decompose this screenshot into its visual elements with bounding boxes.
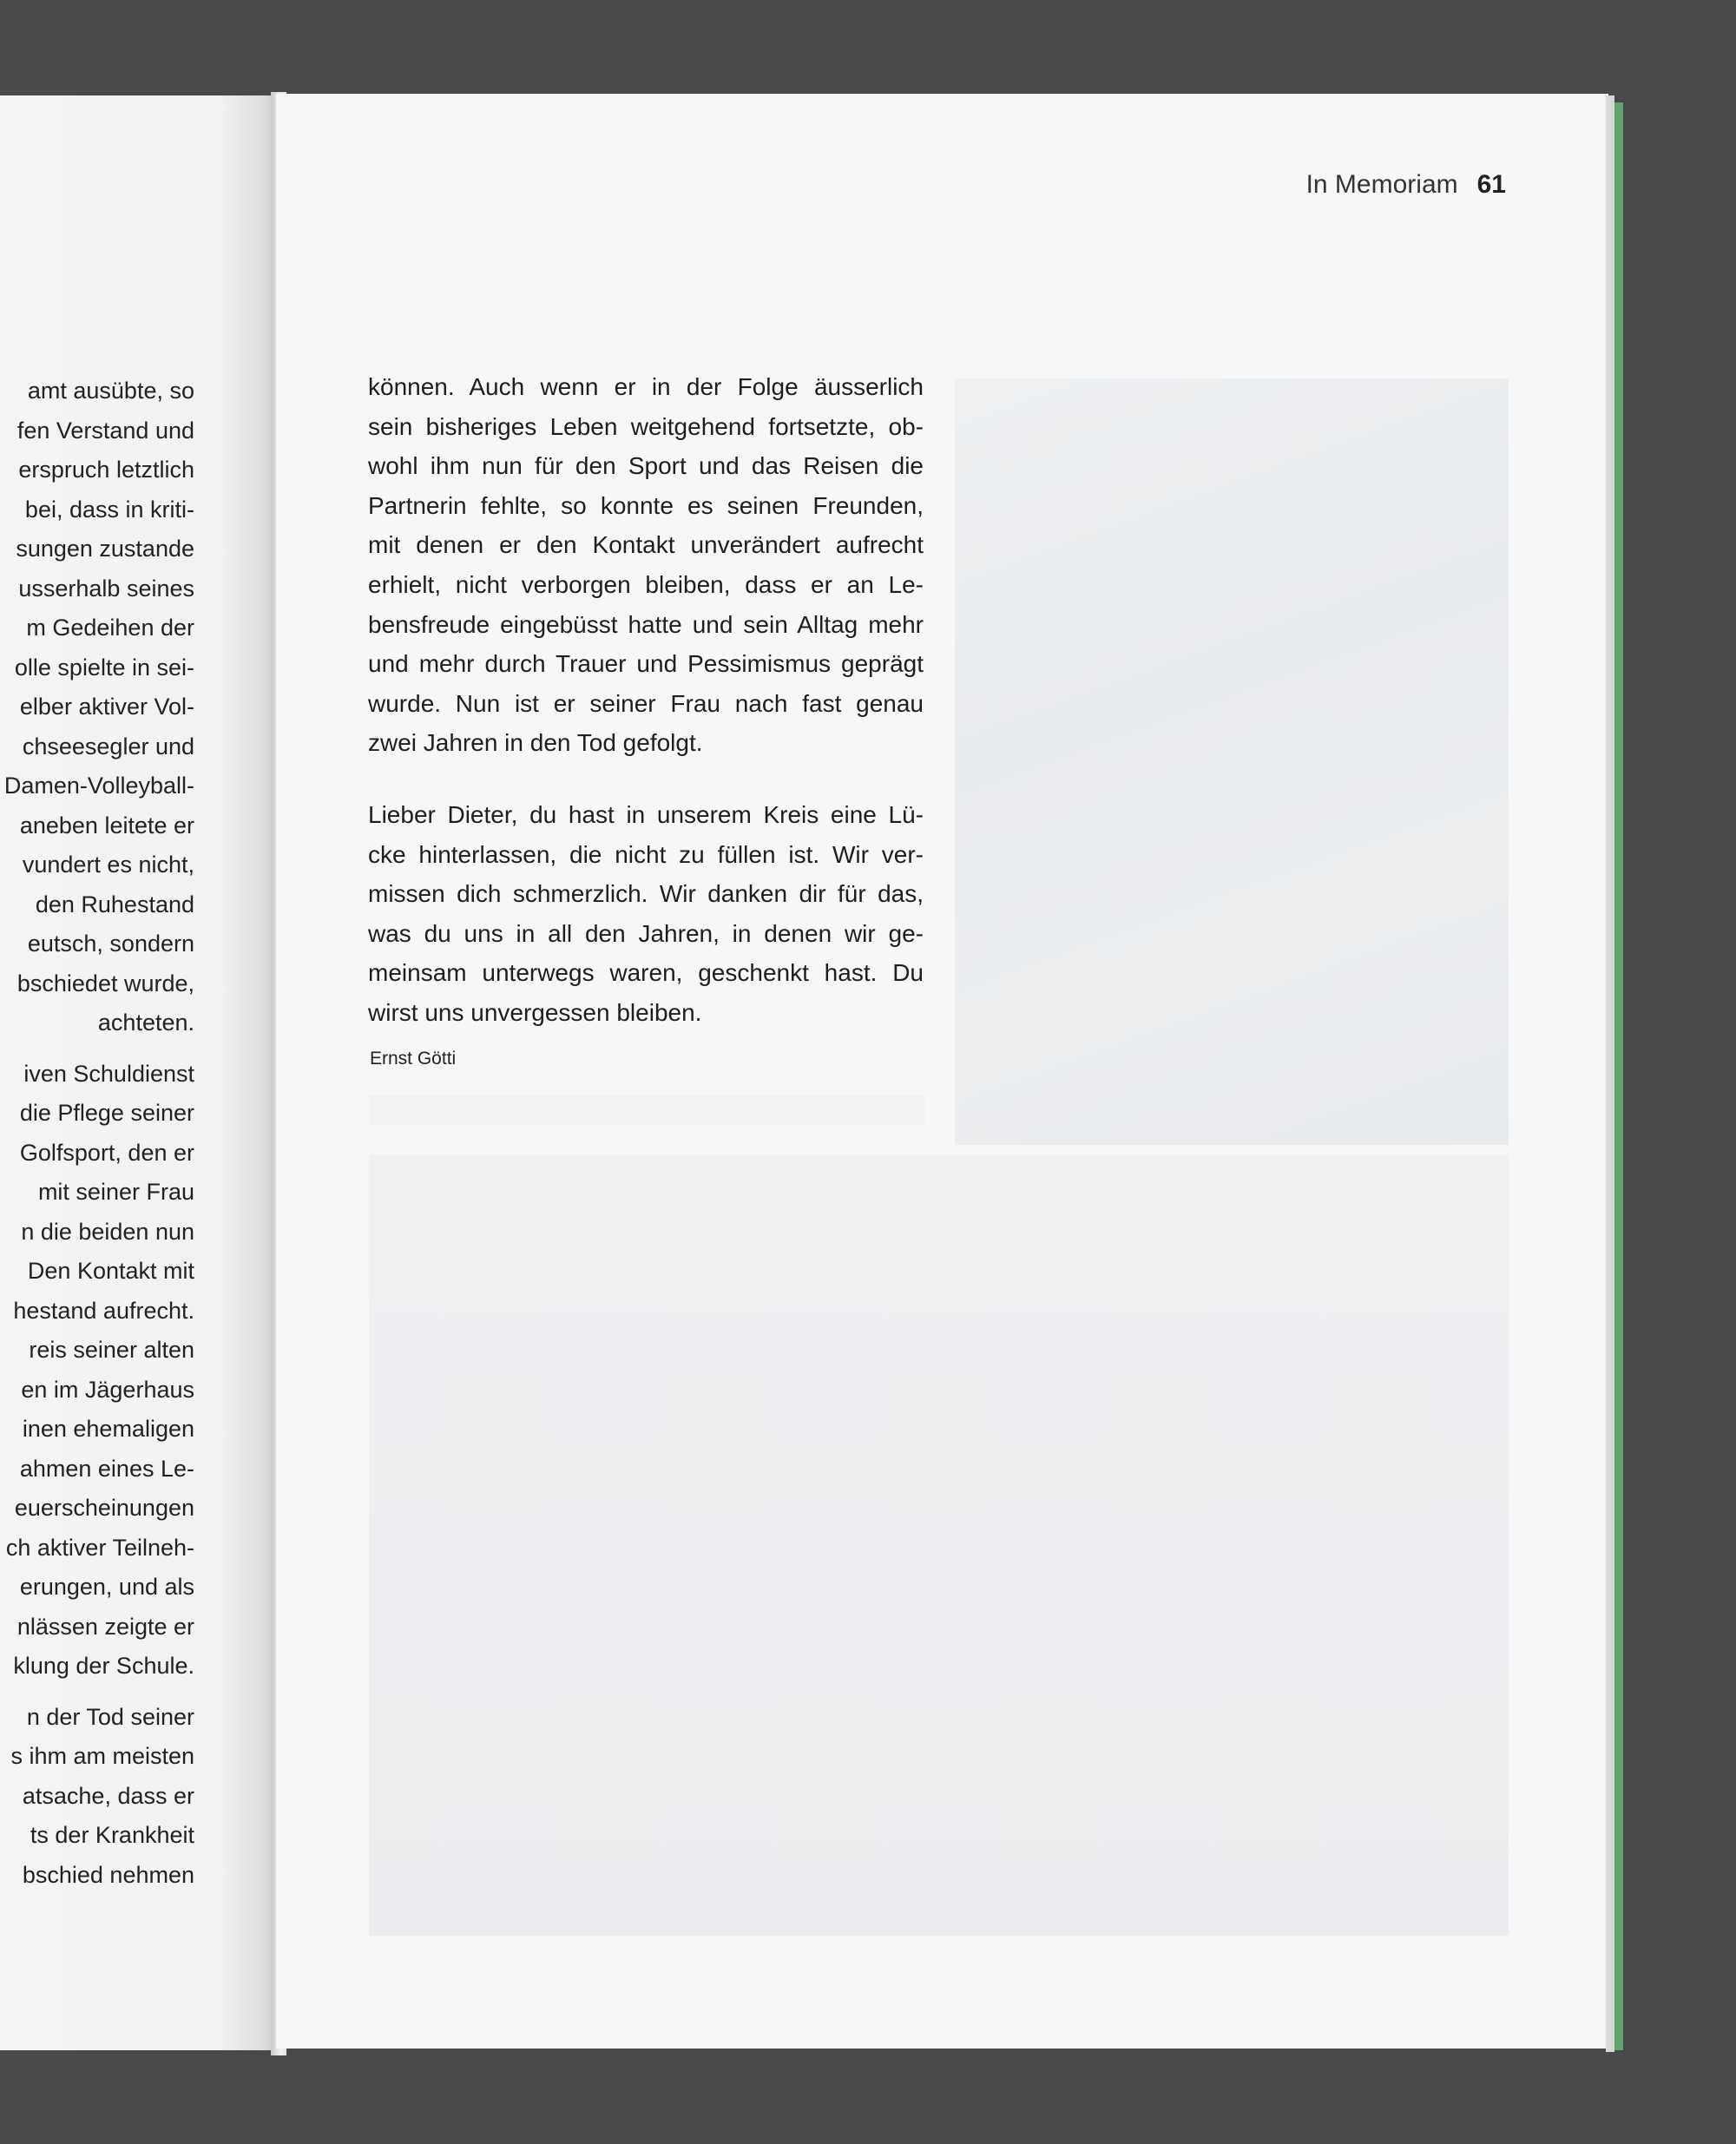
- text-line: zwei Jahren in den Tod gefolgt.: [368, 729, 703, 757]
- left-text-line: erungen, und als: [19, 1574, 194, 1600]
- left-text-line: en im Jägerhaus: [21, 1376, 194, 1403]
- author-signature: Ernst Götti: [370, 1049, 457, 1069]
- text-line: erhielt, nicht verborgen bleiben, dass er an Le-: [368, 570, 924, 598]
- left-text-line: mit seiner Frau: [37, 1179, 194, 1205]
- left-text-line: bschiedet wurde,: [16, 970, 194, 996]
- left-text-line: olle spielte in sei-: [14, 654, 194, 681]
- left-text-line: reis seiner alten: [29, 1337, 194, 1363]
- left-text-line: Den Kontakt mit: [27, 1258, 194, 1284]
- left-text-line: ahmen eines Le-: [19, 1455, 194, 1482]
- running-header: [1016, 170, 1506, 200]
- paragraph-2: [368, 795, 924, 1033]
- left-text-line: inen ehemaligen: [22, 1416, 194, 1442]
- left-text-line: ts der Krankheit: [30, 1822, 194, 1848]
- left-page: [0, 95, 276, 2050]
- text-line: was du uns in all den Jahren, in denen wir ge-: [368, 919, 924, 947]
- text-line: bensfreude eingebüsst hatte und sein Alltag mehr: [368, 610, 924, 638]
- left-text-line: eutsch, sondern: [27, 931, 194, 957]
- left-text-line: achteten.: [97, 1010, 194, 1036]
- left-text-line: die Pflege seiner: [19, 1100, 194, 1126]
- left-text-line: hestand aufrecht.: [13, 1297, 194, 1324]
- text-line: wirst uns unvergessen bleiben.: [368, 998, 702, 1026]
- show-through-photo: [955, 378, 1509, 1145]
- left-text-line: n der Tod seiner: [26, 1703, 194, 1730]
- left-text-line: bei, dass in kriti-: [24, 496, 194, 523]
- text-line: cke hinterlassen, die nicht zu füllen ist. Wir ver-: [368, 840, 924, 868]
- text-line: können. Auch wenn er in der Folge äusserlich: [368, 373, 924, 400]
- text-line: mit denen er den Kontakt unverändert aufrecht: [368, 531, 924, 559]
- left-text-line: elber aktiver Vol-: [19, 694, 194, 720]
- left-text-line: m Gedeihen der: [26, 615, 194, 641]
- cover-edge: [1614, 102, 1623, 2050]
- left-page-text: [0, 372, 194, 1895]
- section-title: In Memoriam: [1305, 170, 1458, 199]
- left-text-line: klung der Schule.: [13, 1653, 194, 1679]
- left-text-line: aneben leitete er: [19, 812, 194, 839]
- left-text-line: iven Schuldienst: [23, 1060, 194, 1087]
- obituary-text: [368, 367, 924, 1033]
- show-through-text: [369, 1095, 924, 1125]
- text-line: wurde. Nun ist er seiner Frau nach fast genau: [368, 689, 924, 717]
- left-text-line: atsache, dass er: [22, 1782, 194, 1809]
- text-line: Lieber Dieter, du hast in unserem Kreis eine Lü-: [368, 800, 924, 828]
- left-text-line: vundert es nicht,: [22, 852, 194, 878]
- left-text-line: Damen-Volleyball-: [3, 773, 194, 799]
- text-line: sein bisheriges Leben weitgehend fortsetzte, ob-: [368, 412, 924, 440]
- left-text-line: s ihm am meisten: [10, 1743, 194, 1769]
- left-text-line: n die beiden nun: [21, 1218, 194, 1245]
- show-through-area: [369, 1154, 1509, 1936]
- paragraph-1: [368, 367, 924, 763]
- left-text-line: den Ruhestand: [35, 891, 194, 917]
- text-line: wohl ihm nun für den Sport und das Reisen die: [368, 452, 924, 480]
- left-text-line: erspruch letztlich: [18, 457, 194, 483]
- left-text-line: fen Verstand und: [16, 417, 194, 444]
- left-text-line: chseesegler und: [22, 733, 194, 760]
- left-text-line: sungen zustande: [16, 536, 194, 562]
- left-text-line: nlässen zeigte er: [16, 1613, 194, 1640]
- page-number: 61: [1476, 170, 1506, 199]
- left-text-line: usserhalb seines: [18, 575, 194, 602]
- left-text-line: euerscheinungen: [14, 1495, 194, 1521]
- text-line: Partnerin fehlte, so konnte es seinen Freunden,: [368, 491, 924, 519]
- left-text-line: ch aktiver Teilneh-: [5, 1534, 194, 1561]
- left-text-line: bschied nehmen: [22, 1861, 194, 1888]
- text-line: und mehr durch Trauer und Pessimismus geprägt: [368, 650, 924, 678]
- text-line: missen dich schmerzlich. Wir danken dir für das,: [368, 880, 924, 908]
- left-text-line: amt ausübte, so: [27, 378, 194, 404]
- page-edge: [1606, 95, 1614, 2052]
- left-text-line: Golfsport, den er: [19, 1139, 194, 1166]
- text-line: meinsam unterwegs waren, geschenkt hast. Du: [368, 959, 924, 987]
